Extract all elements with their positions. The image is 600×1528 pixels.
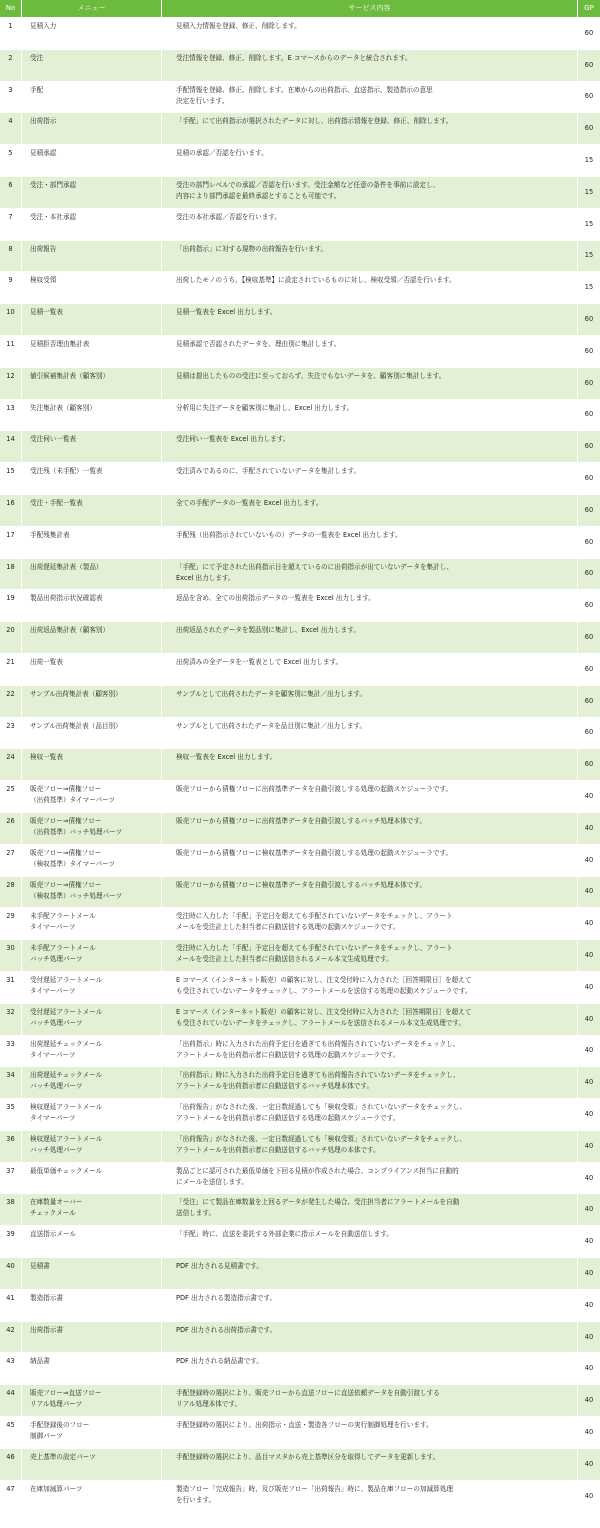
table-row <box>0 590 600 622</box>
row-service: PDF 出力される納品書です。 <box>162 1353 578 1384</box>
row-menu: 販売フロー⇒債権フロー （検収基準）タイマーパーツ <box>22 845 162 876</box>
table-row <box>0 431 600 463</box>
row-no: 10 <box>0 304 22 335</box>
row-gp: 60 <box>584 569 594 578</box>
row-menu: 検収一覧表 <box>22 749 162 780</box>
row-menu: 在庫数量オーバー チェックメール <box>22 1194 162 1225</box>
row-no: 17 <box>0 527 22 558</box>
row-gp: 40 <box>584 919 594 928</box>
row-service: 受注の部門レベルでの承認／否認を行います。受注金額など任意の条件を事前に設定し、 内容により部門承認を最終承認とすることも可能です。 <box>162 177 578 208</box>
row-service: 「受注」にて製品在庫数量を上回るデータが発生した場合、受注担当者にアラートメールを自動 送信します。 <box>162 1194 578 1225</box>
table-row <box>0 495 600 527</box>
row-no: 23 <box>0 718 22 749</box>
table-row <box>0 368 600 400</box>
row-service: 全ての手配データの一覧表を Excel 出力します。 <box>162 495 578 526</box>
row-menu: 受注・手配一覧表 <box>22 495 162 526</box>
row-gp: 40 <box>584 1237 594 1246</box>
row-no: 30 <box>0 940 22 971</box>
row-gp: 60 <box>584 442 594 451</box>
row-service: 見積承認で否認されたデータを、理由別に集計します。 <box>162 336 578 367</box>
row-gp: 60 <box>584 410 594 419</box>
row-no: 11 <box>0 336 22 367</box>
row-service: 見積は提出したものの受注に至っておらず、失注でもないデータを、顧客別に集計します。 <box>162 368 578 399</box>
row-gp: 40 <box>584 1364 594 1373</box>
row-gp: 40 <box>584 1459 594 1468</box>
row-gp: 60 <box>584 60 594 69</box>
row-gp: 40 <box>584 1173 594 1182</box>
row-gp: 40 <box>584 951 594 959</box>
row-service: 販売フローから債権フローに検収基準データを自動引渡しするバッチ処理本体です。 <box>162 877 578 908</box>
table-row <box>0 1163 600 1195</box>
row-gp: 40 <box>584 1491 594 1500</box>
table-row <box>0 50 600 82</box>
row-gp: 40 <box>584 1078 594 1087</box>
row-no: 32 <box>0 1004 22 1035</box>
row-menu: 見積入力 <box>22 18 162 49</box>
table-row <box>0 336 600 368</box>
row-menu: 受付遅延アラートメール バッチ処理パーツ <box>22 1004 162 1035</box>
row-menu: 販売フロー⇒債権フロー （出荷基準）バッチ処理パーツ <box>22 813 162 844</box>
row-menu: 最低単価チェックメール <box>22 1163 162 1194</box>
row-service: 手配登録時の選択により、品目マスタから売上基準区分を取得してデータを更新します。 <box>162 1449 578 1480</box>
table-row <box>0 1004 600 1036</box>
table-row <box>0 113 600 145</box>
row-service: 出荷済みの全データを一覧表として Excel 出力します。 <box>162 654 578 685</box>
row-service: 販売フローから債権フローに検収基準データを自動引渡しする処理の起動スケジューラです。 <box>162 845 578 876</box>
table-row <box>0 1449 600 1481</box>
row-no: 34 <box>0 1067 22 1098</box>
row-menu: 受注伺い一覧表 <box>22 431 162 462</box>
row-service: PDF 出力される製造指示書です。 <box>162 1290 578 1321</box>
row-no: 41 <box>0 1290 22 1321</box>
row-service: 製造フロー「完成報告」時、及び販売フロー「出荷報告」時に、製品在庫フローの加減算処理 を行います。 <box>162 1481 578 1512</box>
row-gp: 40 <box>584 1332 594 1341</box>
table-row <box>0 177 600 209</box>
row-menu: 製造指示書 <box>22 1290 162 1321</box>
row-menu: サンプル出荷集計表（品目別） <box>22 718 162 749</box>
row-menu: 手配 <box>22 82 162 113</box>
row-no: 29 <box>0 908 22 939</box>
row-service: 販売フローから債権フローに出荷基準データを自動引渡しする処理の起動スケジューラです。 <box>162 781 578 812</box>
row-gp: 60 <box>584 537 594 546</box>
row-no: 21 <box>0 654 22 685</box>
row-menu: サンプル出荷集計表（顧客別） <box>22 686 162 717</box>
row-no: 33 <box>0 1036 22 1067</box>
row-no: 25 <box>0 781 22 812</box>
row-service: 手配登録時の選択により、販売フローから直送フローに直送依頼データを自動引渡しする リアル処理本体です。 <box>162 1385 578 1416</box>
row-no: 16 <box>0 495 22 526</box>
table-row <box>0 781 600 813</box>
row-service: 製品ごとに認可された最低単価を下回る見積が作成された場合、コンプライアンス担当に自動的 にメールを送信します。 <box>162 1163 578 1194</box>
row-service: 「出荷報告」がなされた後、一定日数経過しても「検収受領」されていないデータをチェックし、 アラートメールを出荷指示者に自動送信する処理の起動スケジューラです。 <box>162 1099 578 1130</box>
row-gp: 40 <box>584 792 594 801</box>
row-menu: 受付遅延アラートメール タイマーパーツ <box>22 972 162 1003</box>
row-no: 18 <box>0 559 22 590</box>
row-service: 受注伺い一覧表を Excel 出力します。 <box>162 431 578 462</box>
table-row <box>0 1099 600 1131</box>
row-service: 受注の本社承認／否認を行います。 <box>162 209 578 240</box>
row-gp: 60 <box>584 505 594 514</box>
header-service: サービス内容 <box>162 0 578 17</box>
row-service: PDF 出力される出荷指示書です。 <box>162 1322 578 1353</box>
row-menu: 売上基準の設定パーツ <box>22 1449 162 1480</box>
row-menu: 製品出荷指示状況確認表 <box>22 590 162 621</box>
row-service: 手配残（出荷指示されていないもの）データの一覧表を Excel 出力します。 <box>162 527 578 558</box>
row-gp: 40 <box>584 982 594 991</box>
header-gp: GP <box>584 4 594 12</box>
row-gp: 15 <box>584 251 594 260</box>
row-no: 43 <box>0 1353 22 1384</box>
row-no: 22 <box>0 686 22 717</box>
row-service: 「出荷指示」時に入力された出荷予定日を過ぎても出荷報告されていないデータをチェックし、 アラートメールを出荷指示者に自動送信する処理の起動スケジューラです。 <box>162 1036 578 1067</box>
row-menu: 出荷遅延集計表（製品） <box>22 559 162 590</box>
row-service: 「手配」にて予定された出荷指示日を超えているのに出荷指示が出ていないデータを集計し、 Excel 出力します。 <box>162 559 578 590</box>
row-no: 7 <box>0 209 22 240</box>
row-service: 見積一覧表を Excel 出力します。 <box>162 304 578 335</box>
row-gp: 60 <box>584 664 594 673</box>
table-row <box>0 304 600 336</box>
row-menu: 出荷遅延チェックメール タイマーパーツ <box>22 1036 162 1067</box>
row-menu: 販売フロー⇒債権フロー （出荷基準）タイマーパーツ <box>22 781 162 812</box>
row-service: PDF 出力される見積書です。 <box>162 1258 578 1289</box>
row-menu: 出荷指示書 <box>22 1322 162 1353</box>
row-no: 27 <box>0 845 22 876</box>
row-gp: 60 <box>584 728 594 737</box>
row-no: 2 <box>0 50 22 81</box>
row-service: 受注情報を登録、修正、削除します。E コマースからのデータと統合されます。 <box>162 50 578 81</box>
table-row <box>0 527 600 559</box>
row-menu: 出荷一覧表 <box>22 654 162 685</box>
row-gp: 40 <box>584 1268 594 1277</box>
row-no: 40 <box>0 1258 22 1289</box>
table-row <box>0 1194 600 1226</box>
row-menu: 販売フロー⇒直送フロー リアル処理パーツ <box>22 1385 162 1416</box>
row-menu: 直送指示メール <box>22 1226 162 1257</box>
row-no: 6 <box>0 177 22 208</box>
row-service: 見積の承認／否認を行います。 <box>162 145 578 176</box>
row-service: 「出荷指示」時に入力された出荷予定日を過ぎても出荷報告されていないデータをチェックし、 アラートメールを出荷指示者に自動送信するバッチ処理本体です。 <box>162 1067 578 1098</box>
table-row <box>0 877 600 909</box>
row-menu: 見積承認 <box>22 145 162 176</box>
row-service: 見積入力情報を登録、修正、削除します。 <box>162 18 578 49</box>
row-gp: 60 <box>584 28 594 37</box>
table-row <box>0 1322 600 1354</box>
table-row <box>0 145 600 177</box>
row-service: 「手配」時に、直送を委託する外部企業に指示メールを自動送信します。 <box>162 1226 578 1257</box>
table-row <box>0 559 600 591</box>
row-menu: 検収受領 <box>22 272 162 303</box>
row-menu: 出荷返品集計表（顧客別） <box>22 622 162 653</box>
row-gp: 40 <box>584 1427 594 1436</box>
row-menu: 出荷報告 <box>22 241 162 272</box>
row-service: 返品を含め、全ての出荷指示データの一覧表を Excel 出力します。 <box>162 590 578 621</box>
row-service: サンプルとして出荷されたデータを顧客別に集計／出力します。 <box>162 686 578 717</box>
row-gp: 60 <box>584 601 594 610</box>
row-menu: 見積一覧表 <box>22 304 162 335</box>
table-row <box>0 400 600 432</box>
table-row <box>0 272 600 304</box>
header-menu: メニュー <box>22 0 162 17</box>
row-gp: 40 <box>584 855 594 864</box>
row-gp: 60 <box>584 315 594 324</box>
row-no: 19 <box>0 590 22 621</box>
row-gp: 60 <box>584 760 594 769</box>
row-gp: 40 <box>584 1396 594 1405</box>
row-service: サンプルとして出荷されたデータを品目別に集計／出力します。 <box>162 718 578 749</box>
row-service: 受注済みであるのに、手配されていないデータを集計します。 <box>162 463 578 494</box>
row-no: 31 <box>0 972 22 1003</box>
row-no: 37 <box>0 1163 22 1194</box>
row-service: 「手配」にて出荷指示が選択されたデータに対し、出荷指示情報を登録、修正、削除します。 <box>162 113 578 144</box>
table-row <box>0 908 600 940</box>
row-no: 26 <box>0 813 22 844</box>
row-no: 28 <box>0 877 22 908</box>
table-row <box>0 686 600 718</box>
row-menu: 見積拒否理由集計表 <box>22 336 162 367</box>
table-row <box>0 1353 600 1385</box>
row-gp: 40 <box>584 823 594 832</box>
row-gp: 60 <box>584 696 594 705</box>
row-no: 12 <box>0 368 22 399</box>
row-no: 35 <box>0 1099 22 1130</box>
row-gp: 60 <box>584 633 594 642</box>
row-menu: 納品書 <box>22 1353 162 1384</box>
table-body <box>0 18 600 1512</box>
table-row <box>0 749 600 781</box>
row-no: 36 <box>0 1131 22 1162</box>
row-gp: 15 <box>584 219 594 228</box>
row-menu: 受注・本社承認 <box>22 209 162 240</box>
row-no: 5 <box>0 145 22 176</box>
row-menu: 受注残（未手配）一覧表 <box>22 463 162 494</box>
row-service: 販売フローから債権フローに出荷基準データを自動引渡しするバッチ処理本体です。 <box>162 813 578 844</box>
row-menu: 検収遅延アラートメール タイマーパーツ <box>22 1099 162 1130</box>
row-menu: 失注集計表（顧客別） <box>22 400 162 431</box>
row-gp: 60 <box>584 378 594 387</box>
row-gp: 60 <box>584 124 594 133</box>
row-gp: 40 <box>584 1300 594 1309</box>
table-row <box>0 940 600 972</box>
row-menu: 受注 <box>22 50 162 81</box>
table-row <box>0 1290 600 1322</box>
row-menu: 受注・部門承認 <box>22 177 162 208</box>
row-gp: 60 <box>584 346 594 355</box>
row-no: 20 <box>0 622 22 653</box>
row-no: 39 <box>0 1226 22 1257</box>
row-menu: 見積書 <box>22 1258 162 1289</box>
row-gp: 40 <box>584 887 594 896</box>
row-service: 手配情報を登録、修正、削除します。在庫からの出荷指示、直送指示、製造指示の意思 決定を行います。 <box>162 82 578 113</box>
row-no: 14 <box>0 431 22 462</box>
table-row <box>0 18 600 50</box>
row-gp: 15 <box>584 283 594 292</box>
row-no: 3 <box>0 82 22 113</box>
row-no: 4 <box>0 113 22 144</box>
row-menu: 手配残集計表 <box>22 527 162 558</box>
row-no: 15 <box>0 463 22 494</box>
row-service: 検収一覧表を Excel 出力します。 <box>162 749 578 780</box>
table-row <box>0 1036 600 1068</box>
row-gp: 60 <box>584 474 594 483</box>
row-service: 出荷したモノのうち、【検収基準】に設定されているものに対し、検収受領／否認を行います。 <box>162 272 578 303</box>
table-row <box>0 972 600 1004</box>
row-menu: 値引候補集計表（顧客別） <box>22 368 162 399</box>
row-no: 46 <box>0 1449 22 1480</box>
row-no: 1 <box>0 18 22 49</box>
row-no: 13 <box>0 400 22 431</box>
table-row <box>0 1131 600 1163</box>
table-row <box>0 1258 600 1290</box>
row-no: 42 <box>0 1322 22 1353</box>
table-row <box>0 463 600 495</box>
row-no: 47 <box>0 1481 22 1512</box>
row-menu: 未手配アラートメール バッチ処理パーツ <box>22 940 162 971</box>
row-no: 45 <box>0 1417 22 1448</box>
row-service: 受注時に入力した「手配」予定日を超えても手配されていないデータをチェックし、アラート メールを受注計上した担当者に自動送信する処理の起動スケジューラです。 <box>162 908 578 939</box>
row-menu: 出荷指示 <box>22 113 162 144</box>
table-row <box>0 718 600 750</box>
row-no: 8 <box>0 241 22 272</box>
row-menu: 未手配アラートメール タイマーパーツ <box>22 908 162 939</box>
row-gp: 40 <box>584 1141 594 1150</box>
row-gp: 40 <box>584 1046 594 1055</box>
table-row <box>0 1067 600 1099</box>
row-service: 「出荷指示」に対する現物の出荷報告を行います。 <box>162 241 578 272</box>
table-row <box>0 1385 600 1417</box>
row-service: E コマース（インターネット販売）の顧客に対し、注文受付時に入力された［回答期限日］を超えて も受注されていないデータをチェックし、アラートメールを送信されるメール本文生成処理です。 <box>162 1004 578 1035</box>
row-gp: 40 <box>584 1109 594 1118</box>
table-row <box>0 1481 600 1513</box>
table-row <box>0 1226 600 1258</box>
row-service: 出荷返品されたデータを製品別に集計し、Excel 出力します。 <box>162 622 578 653</box>
row-menu: 検収遅延アラートメール バッチ処理パーツ <box>22 1131 162 1162</box>
table-row <box>0 813 600 845</box>
table-row <box>0 209 600 241</box>
row-gp: 60 <box>584 92 594 101</box>
row-menu: 手配登録後のフロー 制御パーツ <box>22 1417 162 1448</box>
table-row <box>0 845 600 877</box>
row-service: 受注時に入力した「手配」予定日を超えても手配されていないデータをチェックし、アラート メールを受注計上した担当者に自動送信されるメール本文生成処理です。 <box>162 940 578 971</box>
row-service: 分析用に失注データを顧客別に集計し、Excel 出力します。 <box>162 400 578 431</box>
row-no: 9 <box>0 272 22 303</box>
row-no: 24 <box>0 749 22 780</box>
row-menu: 在庫加減算パーツ <box>22 1481 162 1512</box>
row-service: 手配登録時の選択により、出荷指示・直送・製造各フローの実行制御処理を行います。 <box>162 1417 578 1448</box>
table-row <box>0 82 600 114</box>
table-row <box>0 622 600 654</box>
row-gp: 40 <box>584 1205 594 1214</box>
row-gp: 40 <box>584 1014 594 1023</box>
table-header <box>0 0 600 18</box>
row-service: E コマース（インターネット販売）の顧客に対し、注文受付時に入力された［回答期限日］を超えて も受注されていないデータをチェックし、アラートメールを送信する処理の起動スケジューラです。 <box>162 972 578 1003</box>
row-no: 38 <box>0 1194 22 1225</box>
row-menu: 販売フロー⇒債権フロー （検収基準）バッチ処理パーツ <box>22 877 162 908</box>
row-gp: 15 <box>584 187 594 196</box>
row-no: 44 <box>0 1385 22 1416</box>
table-row <box>0 654 600 686</box>
row-gp: 15 <box>584 156 594 165</box>
table-row <box>0 241 600 273</box>
row-service: 「出荷報告」がなされた後、一定日数経過しても「検収受領」されていないデータをチェックし、 アラートメールを出荷指示者に自動送信するバッチ処理の本体です。 <box>162 1131 578 1162</box>
table-row <box>0 1417 600 1449</box>
header-no: No <box>0 0 22 17</box>
row-menu: 出荷遅延チェックメール バッチ処理パーツ <box>22 1067 162 1098</box>
